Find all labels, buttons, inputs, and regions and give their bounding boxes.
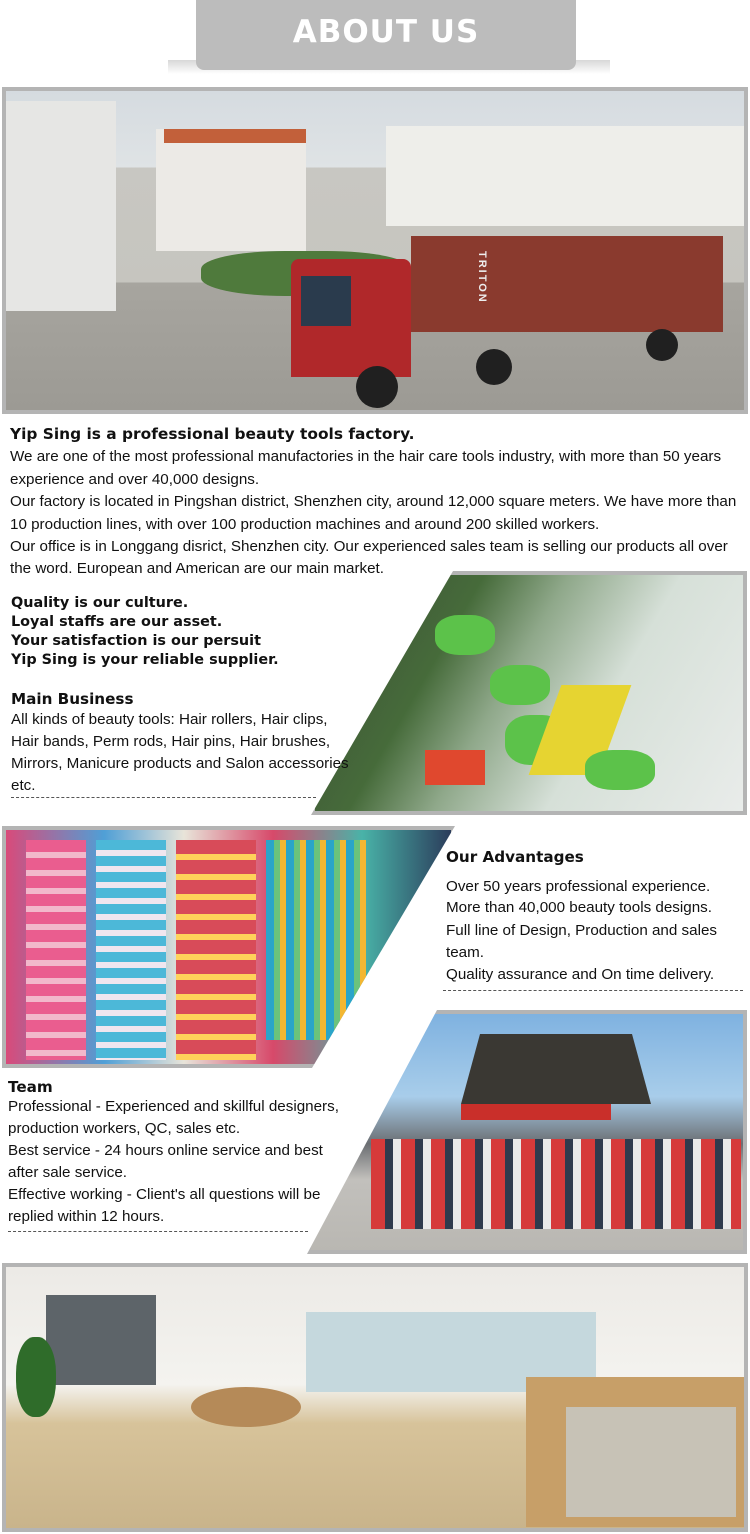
page-title: ABOUT US [292,14,480,50]
team-title: Team [8,1078,53,1096]
culture-section [11,594,351,670]
headline-text: is a professional beauty tools factory. [81,425,415,443]
divider [8,1231,308,1232]
advantage-item-4: Quality assurance and On time delivery. [446,966,715,983]
team-item-3: Effective working - Client's all questions will be replied within 12 hours. [8,1186,321,1225]
office-photo [2,1263,748,1532]
advantages-title: Our Advantages [446,848,584,866]
intro-paragraph-2: Our factory is located in Pingshan district, Shenzhen city, around 12,000 square meters. We have more than 10 production lines, with over 100 production machines and around 200 skilled workers. [10,493,737,533]
product-display-photo [2,826,455,1068]
divider [11,797,316,798]
truck-label: TRITON [476,251,488,304]
advantage-item-2: More than 40,000 beauty tools designs. [446,899,712,916]
intro-paragraph-1: We are one of the most professional manufactories in the hair care tools industry, with more than 50 years experience and over 40,000 designs. [10,448,722,488]
team-item-1: Professional - Experienced and skillful designers, production workers, QC, sales etc. [8,1098,339,1137]
main-business-title: Main Business [11,690,134,708]
team-photo [307,1010,747,1254]
team-section [8,1078,368,1228]
advantages-section [446,847,746,986]
divider [443,990,743,991]
intro-headline [10,423,742,446]
production-line-photo [311,571,747,815]
intro-section [10,423,742,581]
intro-paragraph-3: Our office is in Longgang disrict, Shenzhen city. Our experienced sales team is selling our products all over the word. European and American are our main market. [10,538,728,578]
brand-name: Yip Sing [10,425,82,443]
main-business-section [11,689,351,797]
culture-line-1: Quality is our culture. [11,595,189,611]
culture-line-3: Your satisfaction is our persuit [11,633,261,649]
team-item-2: Best service - 24 hours online service and best after sale service. [8,1142,323,1181]
main-business-text: All kinds of beauty tools: Hair rollers, Hair clips, Hair bands, Perm rods, Hair pins, Hair brushes, Mirrors, Manicure products and Salon accessories etc. [11,711,349,794]
culture-line-2: Loyal staffs are our asset. [11,614,223,630]
advantage-item-3: Full line of Design, Production and sales team. [446,922,717,961]
advantage-item-1: Over 50 years professional experience. [446,878,711,895]
factory-truck-photo [2,87,748,414]
culture-line-4: Yip Sing is your reliable supplier. [11,652,279,668]
